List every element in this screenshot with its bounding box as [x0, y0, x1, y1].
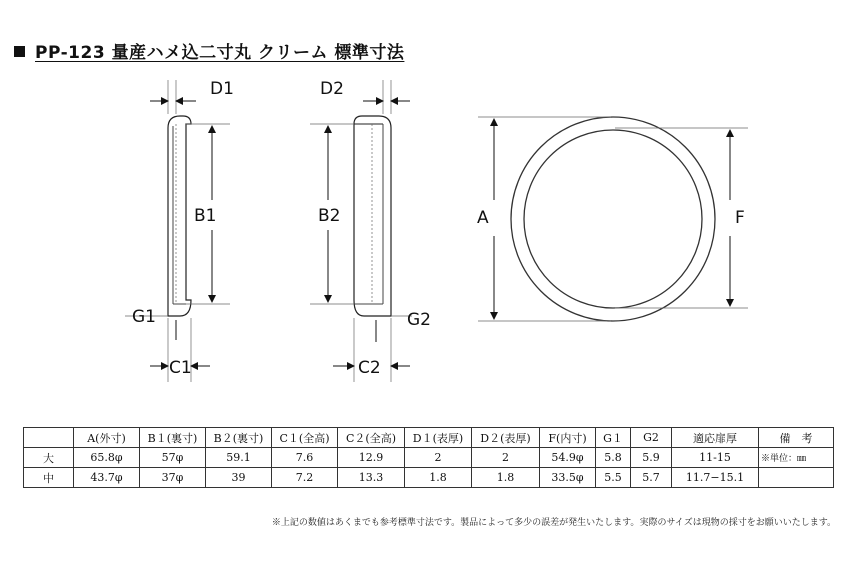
header-cell — [24, 428, 74, 448]
remarks-cell: ※単位：㎜ — [759, 448, 834, 468]
front-view-ring — [478, 117, 748, 321]
table-row — [24, 468, 834, 488]
table-cell: 13.3 — [338, 468, 405, 488]
table-cell: 33.5φ — [540, 468, 596, 488]
header-cell: B１(裏寸) — [140, 428, 206, 448]
title-text: PP-123 量産ハメ込二寸丸 クリーム 標準寸法 — [35, 43, 405, 63]
header-cell: G2 — [631, 428, 672, 448]
table-header-row — [24, 428, 834, 448]
table-cell: 7.6 — [272, 448, 338, 468]
table-cell: 5.9 — [631, 448, 672, 468]
header-cell: 適応扉厚 — [672, 428, 759, 448]
label-b1: B1 — [194, 206, 217, 226]
table-cell: 59.1 — [206, 448, 272, 468]
label-d2: D2 — [320, 79, 344, 99]
header-cell: A(外寸) — [74, 428, 140, 448]
table-cell: 43.7φ — [74, 468, 140, 488]
label-c2: C2 — [358, 358, 381, 378]
header-cell: D１(表厚) — [405, 428, 472, 448]
left-section-view — [125, 80, 230, 382]
dimension-table — [23, 427, 834, 488]
table-cell: 5.8 — [596, 448, 631, 468]
label-d1: D1 — [210, 79, 234, 99]
label-c1: C1 — [169, 358, 192, 378]
table-cell: 37φ — [140, 468, 206, 488]
remarks-cell — [759, 468, 834, 488]
table-cell: 54.9φ — [540, 448, 596, 468]
table-cell: 7.2 — [272, 468, 338, 488]
label-g2: G2 — [407, 310, 431, 330]
header-cell: F(内寸) — [540, 428, 596, 448]
table-cell: 11-15 — [672, 448, 759, 468]
table-cell: 5.5 — [596, 468, 631, 488]
footnote: ※上記の数値はあくまでも参考標準寸法です。製品によって多少の誤差が発生いたします。実際のサイズは現物の採寸をお願いいたします。 — [271, 518, 836, 528]
table-row — [24, 448, 834, 468]
header-cell: B２(裏寸) — [206, 428, 272, 448]
label-b2: B2 — [318, 206, 341, 226]
row-label-cell: 中 — [24, 468, 74, 488]
table-cell: 57φ — [140, 448, 206, 468]
table-cell: 5.7 — [631, 468, 672, 488]
middle-section-view — [310, 80, 412, 382]
label-a: A — [477, 208, 489, 228]
label-f: F — [735, 208, 745, 228]
header-cell: C１(全高) — [272, 428, 338, 448]
table-cell: 65.8φ — [74, 448, 140, 468]
header-cell: 備 考 — [759, 428, 834, 448]
label-g1: G1 — [132, 307, 156, 327]
table-cell: 12.9 — [338, 448, 405, 468]
header-cell: G１ — [596, 428, 631, 448]
table-cell: 39 — [206, 468, 272, 488]
table-cell: 1.8 — [405, 468, 472, 488]
header-cell: C２(全高) — [338, 428, 405, 448]
table-cell: 2 — [405, 448, 472, 468]
table-cell: 2 — [472, 448, 540, 468]
table-cell: 1.8 — [472, 468, 540, 488]
header-cell: D２(表厚) — [472, 428, 540, 448]
row-label-cell: 大 — [24, 448, 74, 468]
table-cell: 11.7−15.1 — [672, 468, 759, 488]
